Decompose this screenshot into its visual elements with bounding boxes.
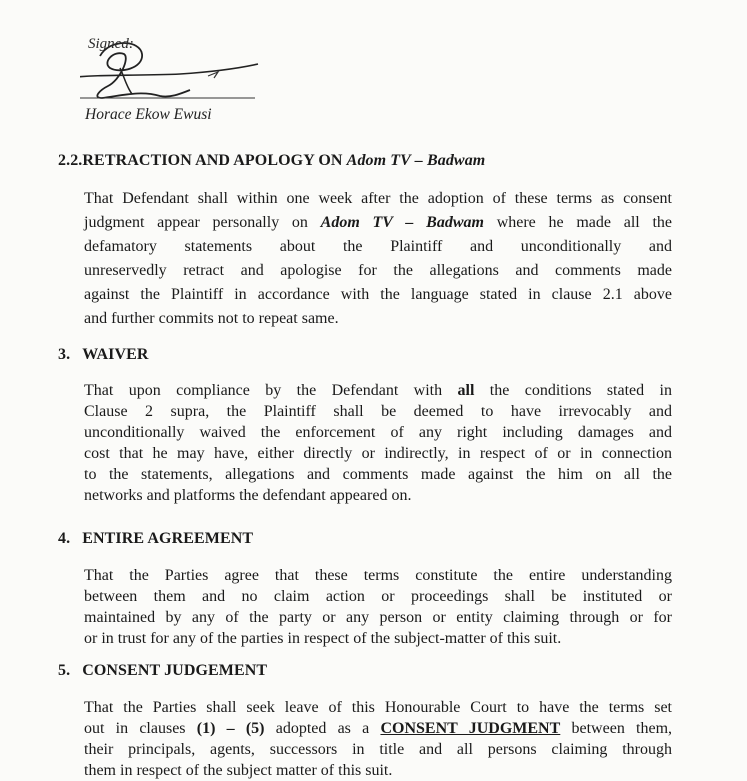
section-title: ENTIRE AGREEMENT xyxy=(82,530,254,547)
text-run: judgment appear personally on xyxy=(84,214,321,231)
text-line: That the Parties shall seek leave of this Honourable Court to have the terms set xyxy=(84,699,672,716)
section-4-heading xyxy=(58,530,253,548)
section-3-heading xyxy=(58,346,149,364)
text-line: maintained by any of the party or any person or entity claiming through or for xyxy=(84,609,672,626)
text-line: networks and platforms the defendant appeared on. xyxy=(84,487,412,504)
text-line: Clause 2 supra, the Plaintiff shall be deemed to have irrevocably and xyxy=(84,403,672,420)
section-title-channel: Adom TV – Badwam xyxy=(346,152,486,169)
text-line: defamatory statements about the Plaintiff and unconditionally and xyxy=(84,238,672,255)
text-line: their principals, agents, successors in title and all persons claiming through xyxy=(84,741,672,758)
text-line xyxy=(84,211,672,235)
section-3-body xyxy=(84,380,672,506)
text-line: to the statements, allegations and comments made against the him on all the xyxy=(84,466,672,483)
text-run: adopted as a xyxy=(264,720,381,737)
text-line: cost that he may have, either directly or indirectly, in respect of or in connection xyxy=(84,445,672,462)
text-line: That Defendant shall within one week after the adoption of these terms as consent xyxy=(84,190,672,207)
text-line: between them and no claim action or proceedings shall be instituted or xyxy=(84,588,672,605)
text-line: against the Plaintiff in accordance with the language stated in clause 2.1 above xyxy=(84,286,672,303)
text-run: That upon compliance by the Defendant with xyxy=(84,382,458,399)
text-line: That the Parties agree that these terms constitute the entire understanding xyxy=(84,567,672,584)
text-line xyxy=(84,380,672,401)
clause-range: (1) – (5) xyxy=(196,720,265,737)
text-line xyxy=(84,718,672,739)
signer-name: Horace Ekow Ewusi xyxy=(85,106,212,123)
text-line: unconditionally waived the enforcement of any right including damages and xyxy=(84,424,672,441)
section-title: WAIVER xyxy=(82,346,149,363)
text-run: out in clauses xyxy=(84,720,197,737)
section-2-2-body xyxy=(84,187,672,331)
section-number: 5. xyxy=(58,662,71,679)
signed-label: Signed: xyxy=(88,36,134,52)
section-title: CONSENT JUDGEMENT xyxy=(82,662,268,679)
text-run: the conditions stated in xyxy=(474,382,672,399)
text-line: or in trust for any of the parties in respect of the subject-matter of this suit. xyxy=(84,630,562,647)
channel-name: Adom TV – Badwam xyxy=(320,214,484,231)
consent-judgment-term: CONSENT JUDGMENT xyxy=(380,720,561,737)
text-line: them in respect of the subject matter of this suit. xyxy=(84,762,393,779)
signature-block xyxy=(80,28,280,128)
section-number: 4. xyxy=(58,530,71,547)
section-number: 3. xyxy=(58,346,71,363)
text-line: and further commits not to repeat same. xyxy=(84,310,339,327)
section-5-body xyxy=(84,697,672,781)
section-title: RETRACTION AND APOLOGY ON xyxy=(82,152,347,169)
text-run-bold: all xyxy=(457,382,475,399)
section-5-heading xyxy=(58,662,267,680)
text-run: where he made all the xyxy=(483,214,673,231)
text-line: unreservedly retract and apologise for the allegations and comments made xyxy=(84,262,672,279)
section-2-2-heading xyxy=(58,152,485,170)
section-number: 2.2. xyxy=(58,152,83,169)
section-4-body xyxy=(84,565,672,649)
text-run: between them, xyxy=(560,720,673,737)
